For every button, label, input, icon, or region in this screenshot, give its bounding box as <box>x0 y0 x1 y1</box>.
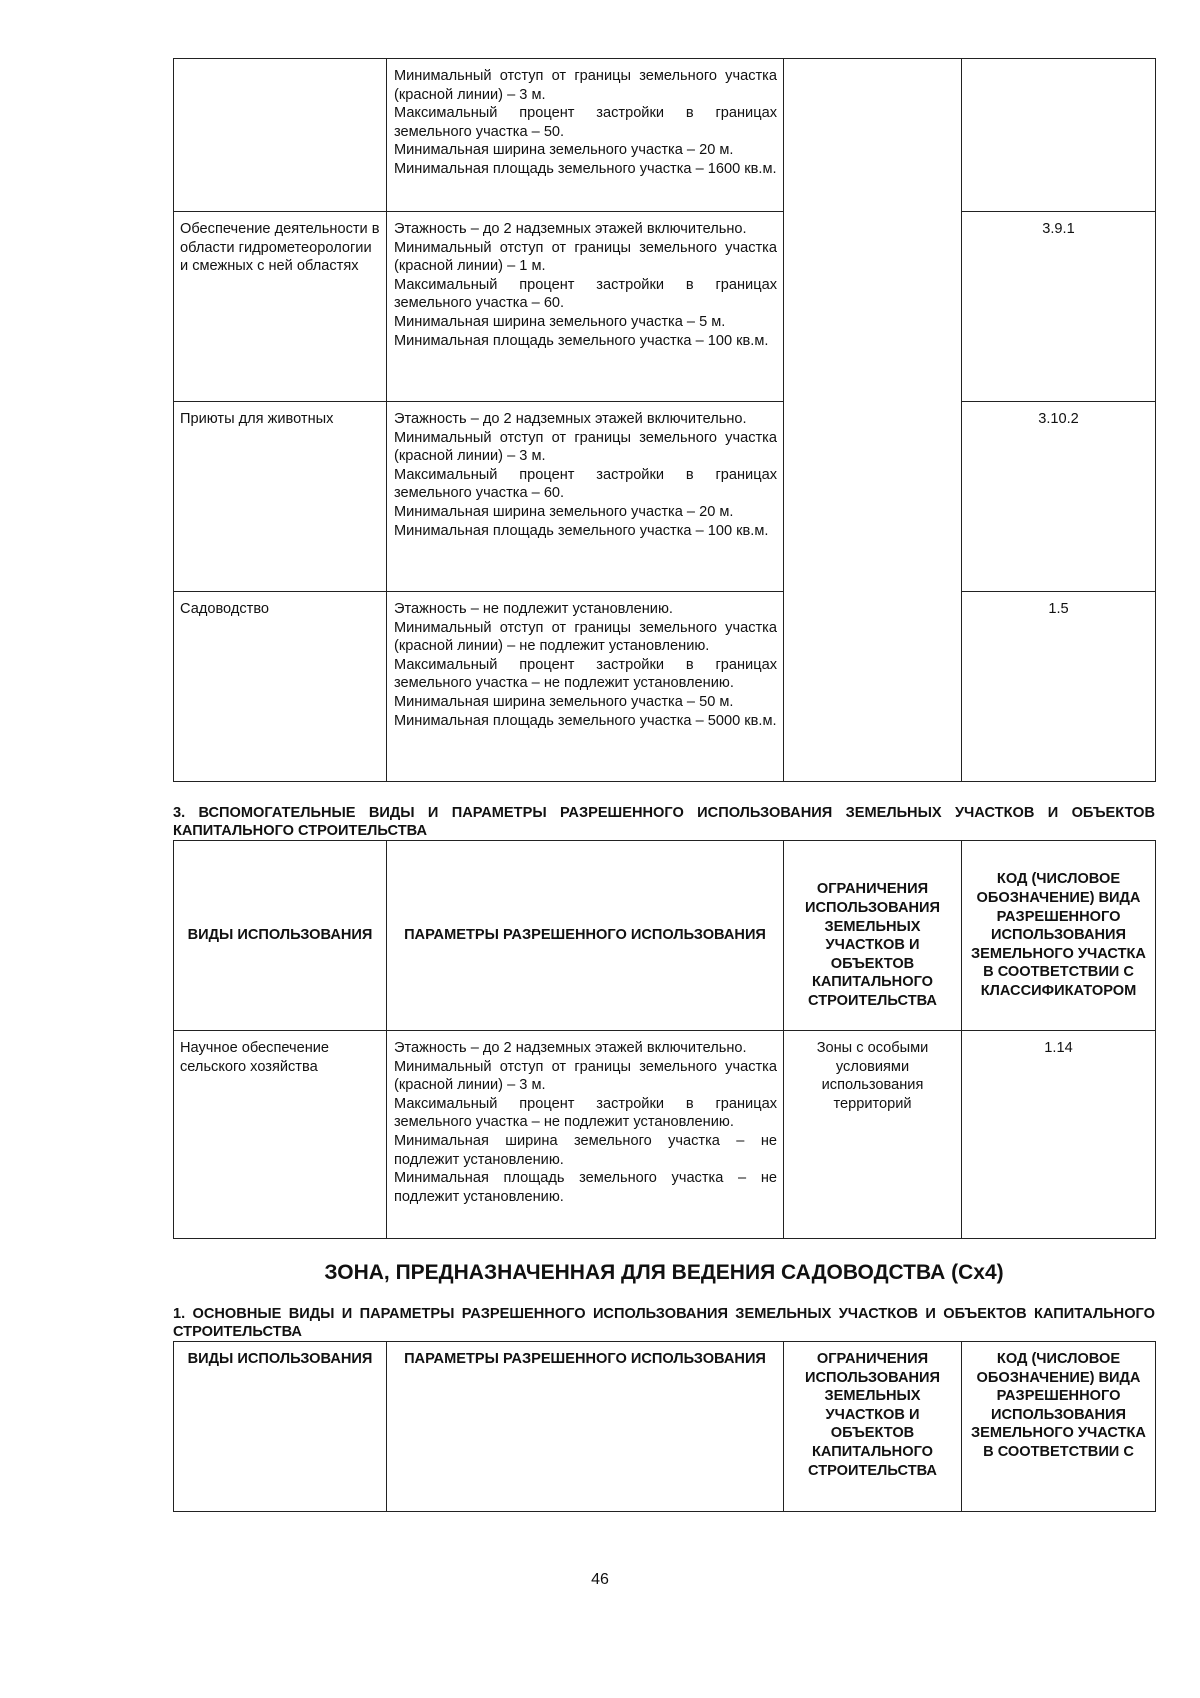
header-restrictions: ОГРАНИЧЕНИЯ ИСПОЛЬЗОВАНИЯ ЗЕМЕЛЬНЫХ УЧАСТКОВ И ОБЪЕКТОВ КАПИТАЛЬНОГО СТРОИТЕЛЬСТВА <box>784 841 962 1031</box>
code-cell <box>962 59 1156 212</box>
main-uses-table <box>173 1341 1156 1512</box>
param-line: Минимальная ширина земельного участка – не подлежит установлению. <box>394 1132 777 1168</box>
param-line: Минимальная ширина земельного участка – 20 м. <box>394 142 734 159</box>
code-cell: 3.10.2 <box>962 402 1156 592</box>
param-line: Минимальная ширина земельного участка – 5 м. <box>394 313 726 330</box>
header-params: ПАРАМЕТРЫ РАЗРЕШЕННОГО ИСПОЛЬЗОВАНИЯ <box>387 841 784 1031</box>
param-line: Этажность – до 2 надземных этажей включительно. <box>394 1040 747 1056</box>
param-line: Максимальный процент застройки в границах земельного участка – не подлежит установлению. <box>394 656 777 692</box>
param-line: Этажность – до 2 надземных этажей включительно. <box>394 411 747 427</box>
header-restrictions: ОГРАНИЧЕНИЯ ИСПОЛЬЗОВАНИЯ ЗЕМЕЛЬНЫХ УЧАСТКОВ И ОБЪЕКТОВ КАПИТАЛЬНОГО СТРОИТЕЛЬСТВА <box>784 1342 962 1512</box>
kind-cell: Научное обеспечение сельского хозяйства <box>174 1031 387 1239</box>
params-cell <box>387 1031 784 1239</box>
zone-title: ЗОНА, ПРЕДНАЗНАЧЕННАЯ ДЛЯ ВЕДЕНИЯ САДОВОДСТВА (Сх4) <box>324 1261 1004 1284</box>
param-line: Минимальный отступ от границы земельного участка (красной линии) – 3 м. <box>394 1058 777 1094</box>
param-line: Минимальная площадь земельного участка – 100 кв.м. <box>394 332 769 349</box>
param-line: Минимальный отступ от границы земельного участка (красной линии) – 3 м. <box>394 68 777 103</box>
header-kinds: ВИДЫ ИСПОЛЬЗОВАНИЯ <box>174 1342 387 1512</box>
param-line: Минимальный отступ от границы земельного участка (красной линии) – 1 м. <box>394 239 777 275</box>
param-line: Этажность – не подлежит установлению. <box>394 601 673 617</box>
header-code: КОД (ЧИСЛОВОЕ ОБОЗНАЧЕНИЕ) ВИДА РАЗРЕШЕННОГО ИСПОЛЬЗОВАНИЯ ЗЕМЕЛЬНОГО УЧАСТКА В СООТВЕТСТВИИ С <box>962 1342 1156 1512</box>
param-line: Максимальный процент застройки в границах земельного участка – 50. <box>394 105 777 140</box>
header-code: КОД (ЧИСЛОВОЕ ОБОЗНАЧЕНИЕ) ВИДА РАЗРЕШЕННОГО ИСПОЛЬЗОВАНИЯ ЗЕМЕЛЬНОГО УЧАСТКА В СООТВЕТСТВИИ С КЛАССИФИКАТОРОМ <box>962 841 1156 1031</box>
header-params: ПАРАМЕТРЫ РАЗРЕШЕННОГО ИСПОЛЬЗОВАНИЯ <box>387 1342 784 1512</box>
param-line: Минимальная площадь земельного участка – 5000 кв.м. <box>394 712 777 729</box>
section-1-heading: 1. ОСНОВНЫЕ ВИДЫ И ПАРАМЕТРЫ РАЗРЕШЕННОГО ИСПОЛЬЗОВАНИЯ ЗЕМЕЛЬНЫХ УЧАСТКОВ И ОБЪЕКТОВ КАПИТАЛЬНОГО СТРОИТЕЛЬСТВА <box>173 1306 1155 1340</box>
params-cell <box>387 212 784 402</box>
param-line: Минимальная площадь земельного участка – 1600 кв.м. <box>394 160 777 177</box>
section-3-heading: 3. ВСПОМОГАТЕЛЬНЫЕ ВИДЫ И ПАРАМЕТРЫ РАЗРЕШЕННОГО ИСПОЛЬЗОВАНИЯ ЗЕМЕЛЬНЫХ УЧАСТКОВ И ОБЪЕКТОВ КАПИТАЛЬНОГО СТРОИТЕЛЬСТВА <box>173 805 1155 839</box>
kind-cell: Садоводство <box>174 592 387 782</box>
param-line: Минимальная ширина земельного участка – 20 м. <box>394 503 734 520</box>
params-cell <box>387 592 784 782</box>
kind-cell: Приюты для животных <box>174 402 387 592</box>
code-cell: 3.9.1 <box>962 212 1156 402</box>
header-kinds: ВИДЫ ИСПОЛЬЗОВАНИЯ <box>174 841 387 1031</box>
table-header-row <box>174 841 1156 1031</box>
table-row <box>174 212 1156 402</box>
kind-cell <box>174 59 387 212</box>
table-row <box>174 402 1156 592</box>
table-row <box>174 592 1156 782</box>
param-line: Минимальная площадь земельного участка – не подлежит установлению. <box>394 1170 777 1205</box>
continued-table <box>173 58 1156 782</box>
restriction-cell: Зоны с особыми условиями использования территорий <box>784 1031 962 1239</box>
param-line: Максимальный процент застройки в границах земельного участка – не подлежит установлению. <box>394 1095 777 1131</box>
params-cell <box>387 402 784 592</box>
param-line: Максимальный процент застройки в границах земельного участка – 60. <box>394 466 777 502</box>
restrictions-cell-merged <box>784 59 962 782</box>
param-line: Минимальный отступ от границы земельного участка (красной линии) – 3 м. <box>394 429 777 465</box>
table-row <box>174 1031 1156 1239</box>
table-row <box>174 59 1156 212</box>
params-cell <box>387 59 784 212</box>
code-cell: 1.14 <box>962 1031 1156 1239</box>
code-cell: 1.5 <box>962 592 1156 782</box>
kind-cell: Обеспечение деятельности в области гидрометеорологии и смежных с ней областях <box>174 212 387 402</box>
page-number: 46 <box>591 1571 609 1588</box>
param-line: Этажность – до 2 надземных этажей включительно. <box>394 221 747 237</box>
param-line: Максимальный процент застройки в границах земельного участка – 60. <box>394 276 777 312</box>
param-line: Минимальная площадь земельного участка – 100 кв.м. <box>394 522 769 539</box>
param-line: Минимальная ширина земельного участка – 50 м. <box>394 693 734 710</box>
param-line: Минимальный отступ от границы земельного участка (красной линии) – не подлежит установлению. <box>394 619 777 655</box>
auxiliary-uses-table <box>173 840 1156 1239</box>
table-header-row <box>174 1342 1156 1512</box>
